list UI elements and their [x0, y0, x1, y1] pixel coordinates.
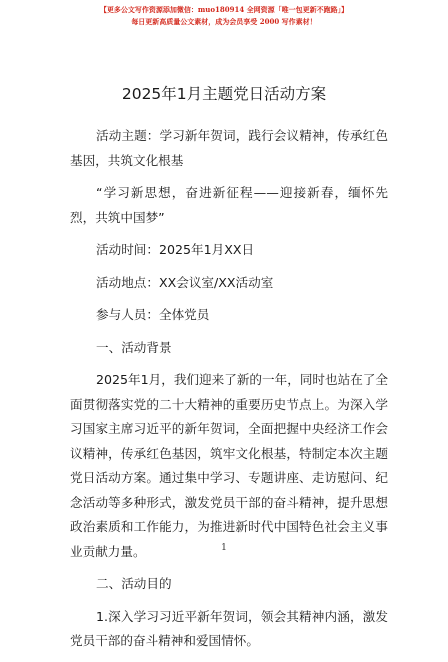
- paragraph-place: 活动地点：XX会议室/XX活动室: [96, 274, 274, 290]
- page-number: 1: [221, 543, 227, 553]
- document-body: [70, 124, 388, 662]
- section-heading-background: 一、活动背景: [96, 339, 172, 355]
- document-title: 2025年1月主题党日活动方案: [121, 85, 327, 103]
- promo-banner-line-2: 每日更新高质量公文素材，成为会员享受 2000 写作素材！: [131, 17, 317, 26]
- paragraph-theme: 活动主题：学习新年贺词，践行会议精神，传承红色基因，共筑文化根基: [70, 128, 388, 168]
- paragraph-time: 活动时间：2025年1月XX日: [96, 242, 255, 257]
- section-heading-purpose: 二、活动目的: [96, 576, 172, 591]
- paragraph-background-part-a: 2025年1月，我们迎来了新的一年，同时也站在了全面贯彻落实党的二十大精神的重要历史节点上。为深入学习国家主席习近平的新年贺词，全面把握中央经济工作会议精神，传承红色基因，筑牢文化根基，特制定本次主题党日活动方案。: [70, 372, 388, 485]
- paragraph-people: 参与人员：全体党员: [96, 307, 210, 322]
- paragraph-background: [70, 368, 388, 564]
- paragraph-background-part-b: 通过集中学习、专题讲座、走访慰问、纪念活动等多种形式，激发党员干部的奋斗精神，提升思想政治素质和工作能力，为推进新时代中国特色社会主义事业贡献力量。: [70, 470, 389, 559]
- paragraph-slogan: “学习新思想，奋进新征程——迎接新春，缅怀先烈，共筑中国梦”: [70, 185, 388, 225]
- paragraph-goal-1: 1.深入学习习近平新年贺词，领会其精神内涵，激发党员干部的奋斗精神和爱国情怀。: [70, 608, 388, 648]
- promo-banner-line-1: 【更多公文写作资源添加微信：muo180914 全网资源「唯一包更新不跑路」】: [99, 5, 349, 14]
